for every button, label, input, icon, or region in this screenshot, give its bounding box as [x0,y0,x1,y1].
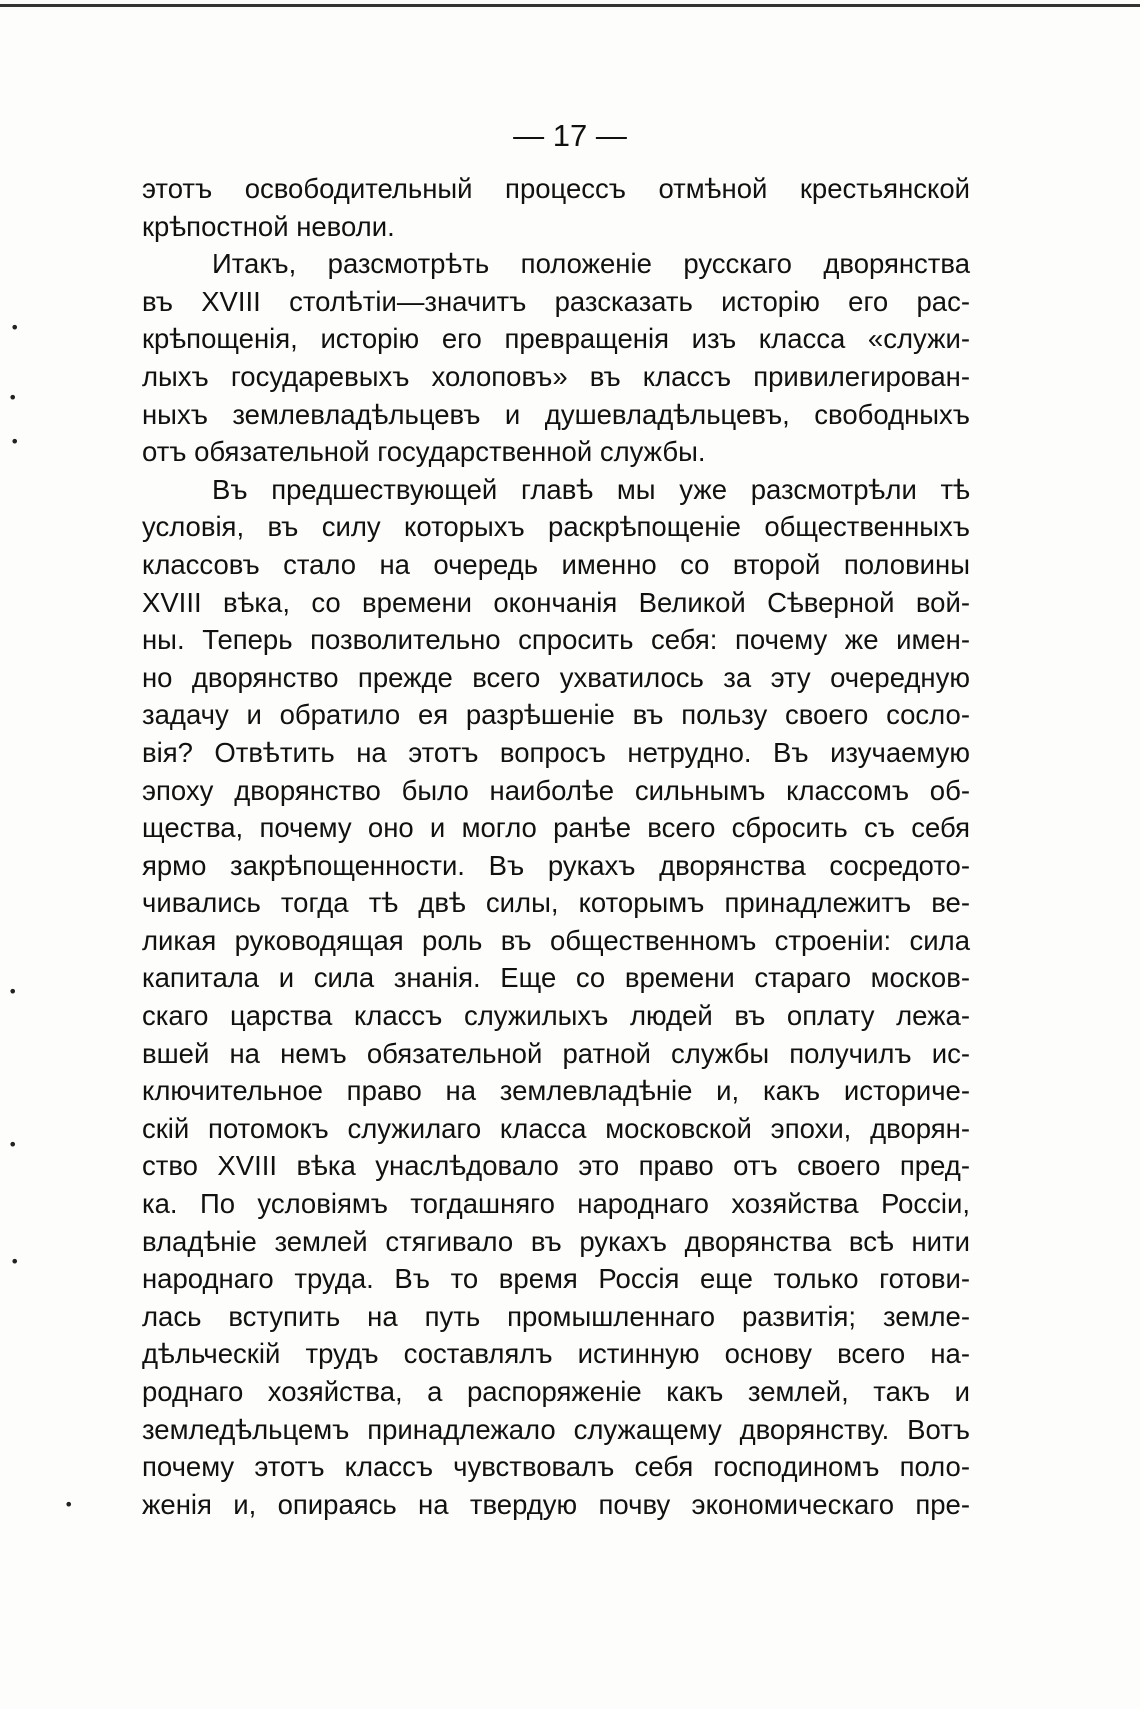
text-line: владѣніе землей стягивало въ рукахъ дворянства всѣ нити [142,1225,970,1257]
text-line: народнаго труда. Въ то время Россія еще только готови- [142,1263,970,1295]
text-line: эпоху дворянство было наиболѣе сильнымъ классомъ об- [142,774,970,806]
text-line: этотъ освободительный процессъ отмѣной крестьянской [142,173,970,204]
text-line: скій потомокъ служилаго класса московской эпохи, дворян- [142,1112,970,1144]
text-line: ны. Теперь позволительно спросить себя: почему же имен- [142,624,970,656]
text-line: вія? Отвѣтить на этотъ вопросъ нетрудно. Въ изучаемую [142,736,970,768]
text-line: лась вступить на путь промышленнаго развитія; земле- [142,1300,970,1332]
text-line: ка. По условіямъ тогдашняго народнаго хозяйства Россіи, [142,1188,970,1220]
text-line: щества, почему оно и могло ранѣе всего сбросить съ себя [142,812,970,844]
text-line: чивались тогда тѣ двѣ силы, которымъ принадлежитъ ве- [142,887,970,919]
text-line: Итакъ, разсмотрѣть положеніе русскаго дворянства [212,248,970,280]
text-line: крѣпостной неволи. [142,210,395,242]
margin-speck: • [10,1252,20,1271]
text-line: роднаго хозяйства, а распоряженіе какъ землей, такъ и [142,1376,970,1407]
text-line: капитала и сила знанія. Еще со времени стараго москов- [142,962,970,994]
margin-speck: • [8,1135,18,1154]
margin-speck: • [8,982,18,1001]
margin-speck: • [10,432,20,451]
text-line: ярмо закрѣпощенности. Въ рукахъ дворянства сосредото- [142,849,970,881]
text-line: женія и, опираясь на твердую почву экономическаго пре- [142,1488,970,1520]
text-line: ключительное право на землевладѣніе и, какъ историче- [142,1075,970,1107]
text-line: вшей на немъ обязательной ратной службы получилъ ис- [142,1037,970,1069]
page-number: — 17 — [513,118,627,153]
text-line: ныхъ землевладѣльцевъ и душевладѣльцевъ, свободныхъ [142,398,970,430]
text-line: крѣпощенія, исторію его превращенія изъ класса «служи- [142,323,970,355]
margin-speck: • [10,318,20,337]
text-line: но дворянство прежде всего ухватилось за эту очередную [142,661,970,693]
top-edge-rule [0,4,1140,7]
text-line: ство XVIII вѣка унаслѣдовало это право отъ своего пред- [142,1150,970,1182]
text-line: условія, въ силу которыхъ раскрѣпощеніе общественныхъ [142,511,970,543]
text-line: земледѣльцемъ принадлежало служащему дворянству. Вотъ [142,1413,970,1445]
margin-speck: • [64,1495,74,1514]
text-line: XVIII вѣка, со времени окончанія Великой Сѣверной вой- [142,586,970,618]
text-line: задачу и обратило ея разрѣшеніе въ пользу своего сосло- [142,699,970,731]
text-line: скаго царства классъ служилыхъ людей въ оплату лежа- [142,1000,970,1032]
text-line: въ XVIII столѣтіи—значитъ разсказать исторію его рас- [142,285,970,317]
margin-speck: • [8,388,18,407]
text-line: лыхъ государевыхъ холоповъ» въ классъ привилегирован- [142,360,970,392]
text-line: почему этотъ классъ чувствовалъ себя господиномъ поло- [142,1451,970,1483]
text-line: Въ предшествующей главѣ мы уже разсмотрѣли тѣ [212,473,970,505]
text-line: классовъ стало на очередь именно со второй половины [142,548,970,580]
body-text [142,170,970,1523]
text-line: отъ обязательной государственной службы. [142,436,706,468]
text-line: ликая руководящая роль въ общественномъ строеніи: сила [142,924,970,956]
text-line: дѣльческій трудъ составлялъ истинную основу всего на- [142,1338,970,1370]
